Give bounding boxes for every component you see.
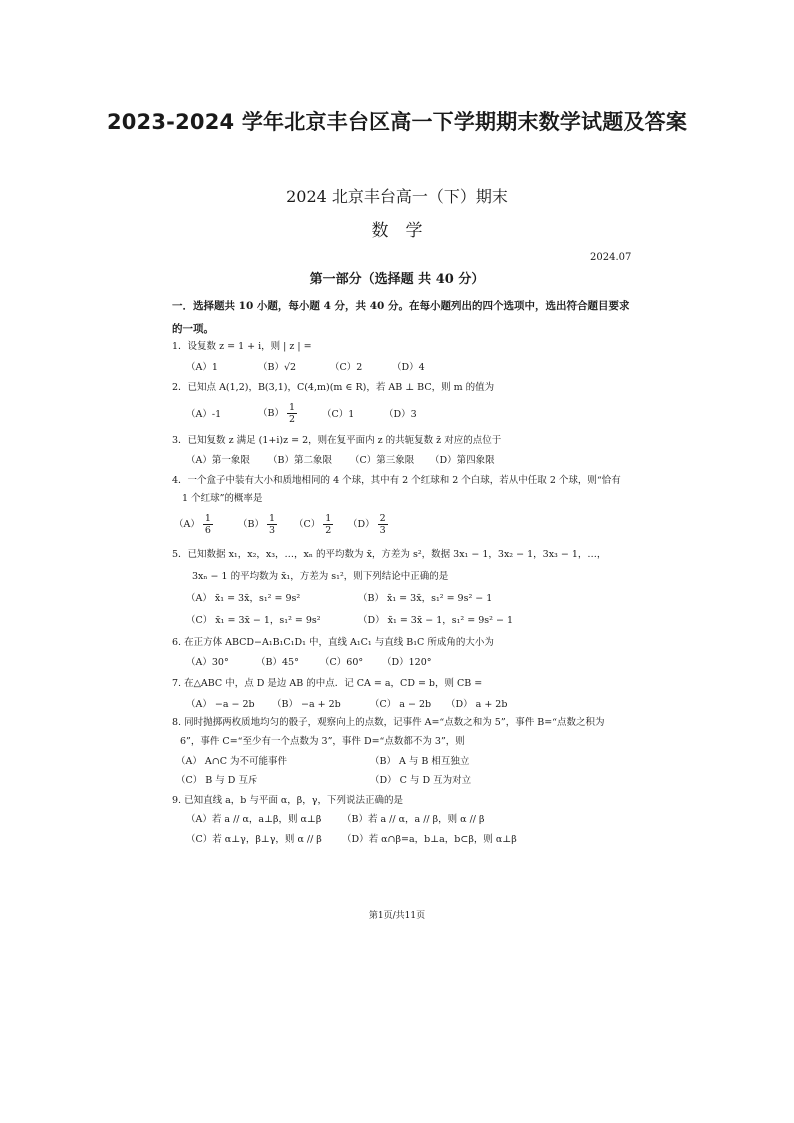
section-instructions: 一．选择题共 10 小题，每小题 4 分，共 40 分。在每小题列出的四个选项中，选出符合题目要求的一项。	[172, 300, 630, 335]
q5-option-d: （D） x̄₁ = 3x̄ − 1，s₁² = 9s² − 1	[358, 615, 514, 626]
q4-option-d-fraction	[378, 513, 388, 536]
fraction-numerator: 1	[325, 513, 332, 524]
question-1-stem: 1．设复数 z = 1 + i，则 | z | =	[172, 341, 312, 352]
question-8-stem-line2: 6”，事件 C=“至少有一个点数为 3”，事件 D=“点数都不为 3”，则	[180, 736, 465, 747]
question-4-stem-line1: 4．一个盒子中装有大小和质地相同的 4 个球，其中有 2 个红球和 2 个白球，若从中任取 2 个球，则“恰有	[172, 475, 621, 486]
q6-option-c: （C）60°	[320, 657, 364, 668]
q7-option-b: （B） −a + 2b	[272, 699, 341, 710]
q4-option-b	[238, 513, 280, 536]
q1-option-a: （A）1	[186, 362, 218, 373]
q2-option-b-label: （B）	[258, 408, 284, 419]
q7-option-a: （A） −a − 2b	[186, 699, 255, 710]
fraction-denominator: 3	[268, 525, 276, 536]
fraction-numerator: 1	[204, 513, 211, 524]
q4-option-d-label: （D）	[348, 519, 375, 530]
q2-option-c: （C）1	[322, 409, 355, 420]
question-2-stem: 2．已知点 A(1,2)，B(3,1)，C(4,m)(m ∈ R)，若 AB ⊥ BC，则 m 的值为	[172, 382, 495, 393]
q4-option-c-fraction	[323, 513, 333, 536]
q1-option-b: （B）√2	[258, 362, 297, 373]
question-5-stem-line1: 5．已知数据 x₁，x₂，x₃，…，xₙ 的平均数为 x̄，方差为 s²，数据 3x₁ − 1，3x₂ − 1，3x₃ − 1，…，	[172, 549, 607, 560]
q8-option-d: （D） C 与 D 互为对立	[370, 775, 472, 786]
q2-option-a: （A）-1	[186, 409, 222, 420]
q3-option-a: （A）第一象限	[186, 455, 250, 466]
q4-option-c-label: （C）	[294, 519, 321, 530]
q9-option-c: （C）若 α⊥γ，β⊥γ，则 α // β	[186, 834, 322, 845]
q6-option-d: （D）120°	[382, 657, 432, 668]
q2-option-d: （D）3	[384, 409, 417, 420]
question-3-stem: 3．已知复数 z 满足 (1+i)z = 2，则在复平面内 z 的共轭复数 z̄ 对应的点位于	[172, 435, 502, 446]
fraction-denominator: 2	[288, 414, 296, 425]
question-9-stem: 9. 已知直线 a，b 与平面 α，β，γ，下列说法正确的是	[172, 795, 403, 806]
q4-option-d	[348, 513, 391, 536]
q8-option-c: （C） B 与 D 互斥	[176, 775, 258, 786]
q3-option-d: （D）第四象限	[430, 455, 495, 466]
section-title: 第一部分（选择题 共 40 分）	[309, 272, 485, 287]
q7-option-c: （C） a − 2b	[370, 699, 432, 710]
q8-option-a: （A） A∩C 为不可能事件	[176, 756, 287, 767]
fraction-denominator: 2	[325, 525, 332, 536]
q7-option-d: （D） a + 2b	[446, 699, 508, 710]
q5-option-a: （A） x̄₁ = 3x̄，s₁² = 9s²	[186, 593, 301, 604]
question-7-stem: 7. 在△ABC 中，点 D 是边 AB 的中点．记 CA = a，CD = b，则 CB =	[172, 678, 483, 689]
fraction-numerator: 1	[288, 402, 296, 413]
q4-option-b-label: （B）	[238, 519, 264, 530]
q4-option-a	[174, 513, 216, 536]
q5-option-b: （B） x̄₁ = 3x̄，s₁² = 9s² − 1	[358, 593, 493, 604]
q8-option-b: （B） A 与 B 相互独立	[370, 756, 470, 767]
q4-option-a-label: （A）	[174, 519, 200, 530]
fraction-denominator: 3	[379, 525, 386, 536]
q3-option-c: （C）第三象限	[350, 455, 415, 466]
exam-title: 2024 北京丰台高一（下）期末	[286, 187, 508, 206]
q6-option-b: （B）45°	[256, 657, 299, 668]
q5-option-c: （C） x̄₁ = 3x̄ − 1，s₁² = 9s²	[186, 615, 321, 626]
question-6-stem: 6. 在正方体 ABCD−A₁B₁C₁D₁ 中，直线 A₁C₁ 与直线 B₁C 所成角的大小为	[172, 637, 494, 648]
question-4-stem-line2: 1 个红球”的概率是	[182, 493, 263, 504]
q1-option-d: （D）4	[392, 362, 425, 373]
exam-date: 2024.07	[590, 252, 632, 263]
q4-option-b-fraction	[267, 513, 277, 536]
q1-option-c: （C）2	[330, 362, 363, 373]
q9-option-a: （A）若 a // α，a⊥β，则 α⊥β	[186, 814, 322, 825]
q9-option-b: （B）若 a // α，a // β，则 α // β	[342, 814, 485, 825]
fraction-numerator: 2	[379, 513, 386, 524]
q6-option-a: （A）30°	[186, 657, 229, 668]
fraction-denominator: 6	[204, 525, 211, 536]
q4-option-c	[294, 513, 336, 536]
q9-option-d: （D）若 α∩β=a，b⊥a，b⊂β，则 α⊥β	[342, 834, 517, 845]
fraction-numerator: 1	[268, 513, 276, 524]
question-8-stem-line1: 8. 同时抛掷两枚质地均匀的骰子，观察向上的点数，记事件 A=“点数之和为 5”，事件 B=“点数之积为	[172, 717, 605, 728]
q4-option-a-fraction	[203, 513, 213, 536]
question-5-stem-line2: 3xₙ − 1 的平均数为 x̄₁，方差为 s₁²，则下列结论中正确的是	[192, 571, 449, 582]
q3-option-b: （B）第二象限	[268, 455, 332, 466]
q2-option-b	[258, 402, 300, 425]
page-footer: 第1页/共11页	[368, 911, 426, 921]
document-main-title: 2023-2024 学年北京丰台区高一下学期期末数学试题及答案	[106, 110, 688, 134]
q2-option-b-fraction	[287, 402, 297, 425]
subject-title: 数 学	[371, 221, 423, 241]
